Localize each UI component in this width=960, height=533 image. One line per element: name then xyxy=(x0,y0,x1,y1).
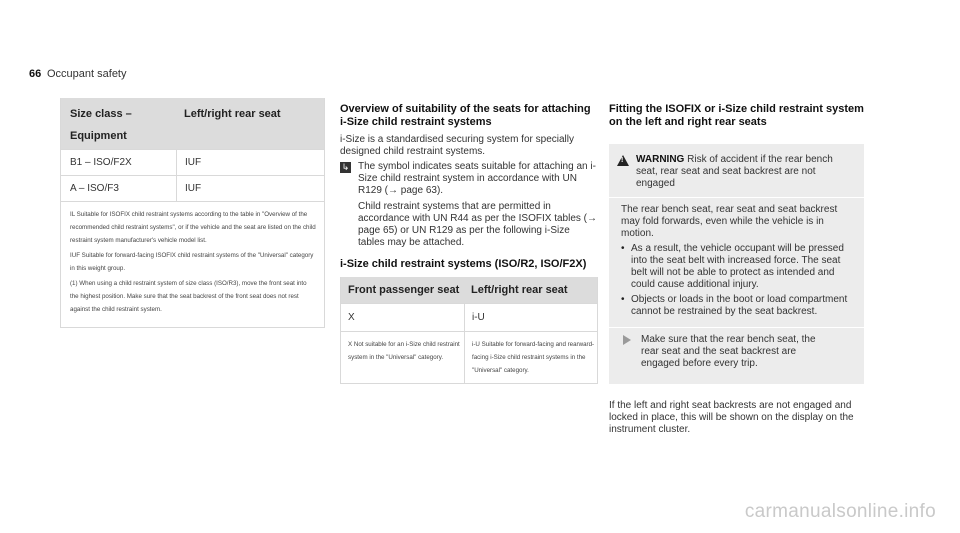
warning-text: Risk of accident if the rear bench seat, rear seat and seat backrest are not engaged xyxy=(636,154,833,189)
divider xyxy=(609,327,864,328)
divider xyxy=(609,197,864,198)
section-title: Occupant safety xyxy=(47,68,127,80)
warning-header xyxy=(609,154,864,190)
warning-triangle-icon: ! xyxy=(617,155,629,166)
page-number: 66 xyxy=(29,68,42,80)
note-row xyxy=(340,161,598,249)
right-column xyxy=(609,103,866,436)
section-heading: Fitting the ISOFIX or i-Size child restraint system on the left and right rear seats xyxy=(609,103,864,128)
watermark: carmanualsonline.info xyxy=(744,501,936,522)
table-row xyxy=(61,175,324,201)
table-cell: i-U xyxy=(464,304,597,331)
table-notes xyxy=(61,201,324,327)
section-heading: Overview of suitability of the seats for attaching i-Size child restraint systems xyxy=(340,103,591,128)
list-item-text: Objects or loads in the boot or load compartment cannot be restrained by the seat backrest. xyxy=(631,294,848,317)
table-row xyxy=(61,149,324,175)
warning-label: WARNING xyxy=(636,154,685,165)
action-text: Make sure that the rear bench seat, the rear seat and the seat backrest are engaged before every trip. xyxy=(641,334,816,369)
table-cell: X xyxy=(348,312,355,323)
list-item xyxy=(621,294,856,318)
note-x: X Not suitable for an i-Size child restraint system in the "Universal" category. xyxy=(348,341,460,361)
note-text-2: Child restraint systems that are permitted in accordance with UN R44 as per the ISOFIX tables (→ page 65) or UN R129 as per the following i-Size tables may be attached. xyxy=(358,201,597,248)
table-row xyxy=(341,303,597,331)
play-arrow-icon xyxy=(623,335,631,345)
bullet-icon: • xyxy=(621,294,625,305)
bullet-icon: • xyxy=(621,243,625,254)
table-cell: B1 – ISO/F2X xyxy=(70,157,132,168)
isofix-table xyxy=(60,98,325,328)
note-il: IL Suitable for ISOFIX child restraint systems according to the table in "Overview of the recommended child restraint systems", or if the vehicle and the seat are listed on the child restraint system manufacturer's vehicle model list. xyxy=(70,211,316,244)
note-text: The symbol indicates seats suitable for attaching an i-Size child restraint system in accordance with UN R129 (→ page 63). xyxy=(358,161,596,196)
action-step xyxy=(609,334,864,370)
intro-text: i-Size is a standardised securing system for specially designed child restraint systems. xyxy=(340,134,574,157)
header-size-class: Size class – Equipment xyxy=(70,108,132,142)
header-front-seat: Front passenger seat xyxy=(348,283,460,296)
table-row-notes xyxy=(341,331,597,383)
warning-title xyxy=(636,154,851,190)
table-header xyxy=(61,98,324,149)
list-item xyxy=(621,243,856,291)
header-rear-seat: Left/right rear seat xyxy=(471,283,568,296)
note-iuf: IUF Suitable for forward-facing ISOFIX child restraint systems of the "Universal" category in this weight group. xyxy=(70,252,314,272)
middle-column xyxy=(340,103,598,384)
child-seat-icon: ↳ xyxy=(341,162,350,172)
subheading: i-Size child restraint systems (ISO/R2, ISO/F2X) xyxy=(340,258,587,270)
note-iu: i-U Suitable for forward-facing and rearward-facing i-Size child restraint systems in the "Universal" category. xyxy=(464,332,597,383)
isize-table xyxy=(340,277,598,384)
table-cell: IUF xyxy=(176,176,324,201)
table-cell: A – ISO/F3 xyxy=(70,183,119,194)
warning-box xyxy=(609,144,864,384)
note-1: (1) When using a child restraint system of size class (ISO/R3), move the front seat into the highest position. Make sure that the seat backrest of the front seat does not rest against the child restraint system. xyxy=(70,280,307,313)
warning-body: The rear bench seat, rear seat and seat backrest may fold forwards, even while the vehicle is in motion. xyxy=(621,204,838,239)
table-header xyxy=(341,277,597,303)
closing-text: If the left and right seat backrests are not engaged and locked in place, this will be shown on the display on the instrument cluster. xyxy=(609,400,854,435)
header-rear-seat: Left/right rear seat xyxy=(184,108,281,120)
list-item-text: As a result, the vehicle occupant will be pressed into the seat belt with increased force. The seat belt will not be able to protect as intended and could cause additional injury. xyxy=(631,243,844,290)
table-cell: IUF xyxy=(176,150,324,175)
